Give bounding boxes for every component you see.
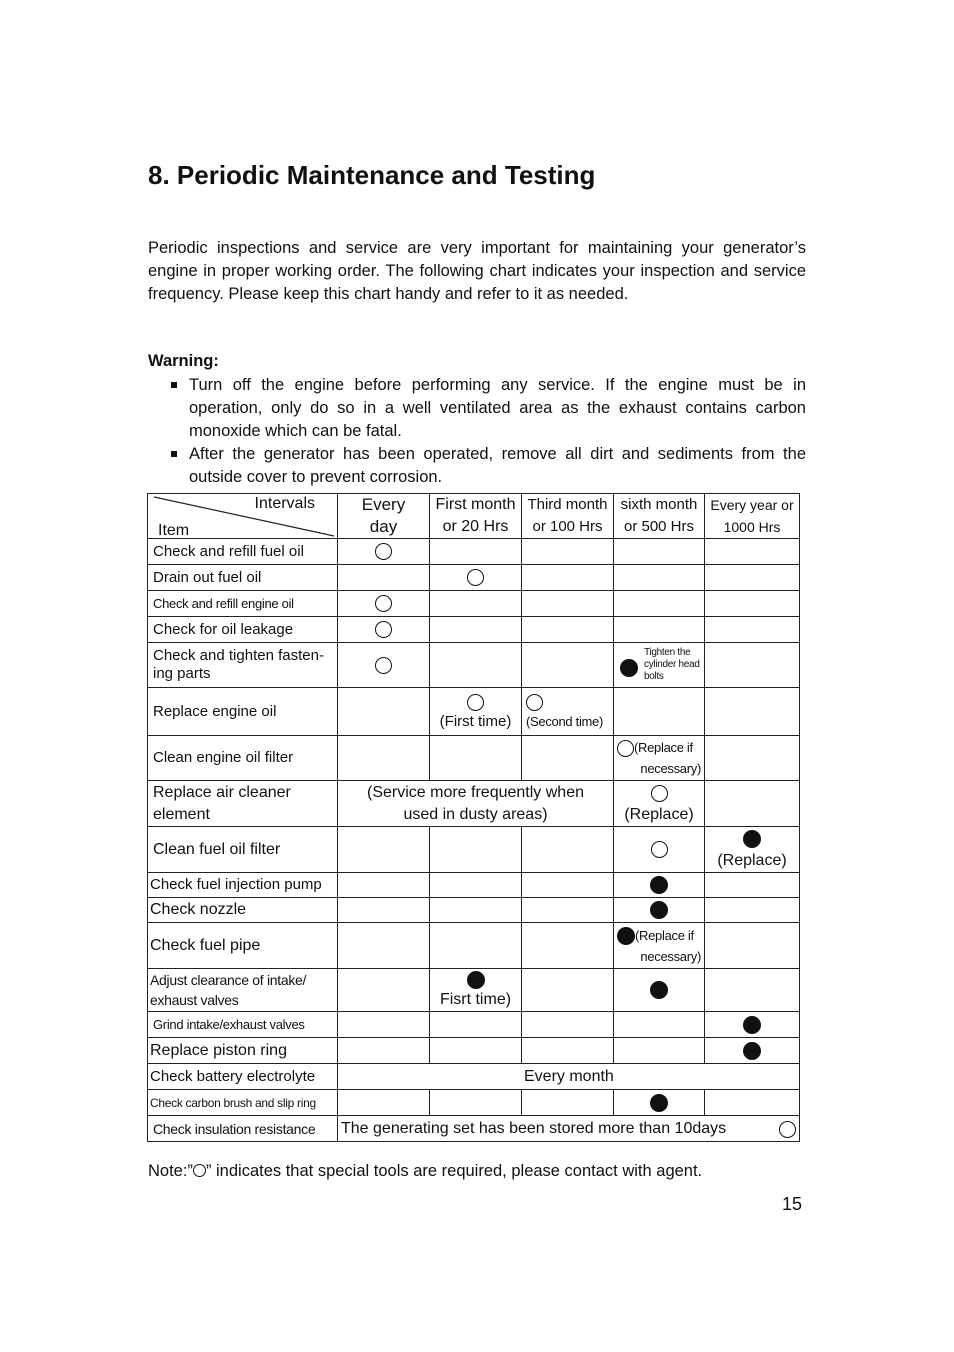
row-item-label: Check fuel pipe (148, 923, 338, 969)
special-tool-circle-icon (526, 694, 543, 711)
table-row: Adjust clearance of intake/ exhaust valves Fisrt time) (148, 969, 800, 1012)
row-item-label: Check carbon brush and slip ring (148, 1090, 338, 1116)
table-row (148, 1038, 800, 1064)
table-row: Replace air cleaner element (Service more frequently when used in dusty areas) (Replace) (148, 781, 800, 827)
header-first-month: First month or 20 Hrs (430, 494, 522, 539)
special-tool-circle-icon (467, 694, 484, 711)
row-item-label: Check and tighten fasten- ing parts (148, 643, 338, 688)
special-tool-circle-icon (467, 569, 484, 586)
every-month-note: Every month (338, 1064, 800, 1090)
table-row (148, 898, 800, 923)
page-title: 8. Periodic Maintenance and Testing (148, 160, 596, 190)
table-row (148, 591, 800, 617)
special-tool-circle-icon (617, 740, 634, 757)
header-item-label: Item (158, 522, 190, 539)
warning-item: Turn off the engine before performing any service. If the engine must be in operation, only do so in a well ventilated area as the exhaust contains carbon monoxide which can be fatal. (148, 374, 806, 443)
dusty-area-note: (Service more frequently when used in dusty areas) (338, 781, 614, 827)
row-item-label: Replace piston ring (148, 1038, 338, 1064)
first-time-note: (First time) (439, 712, 512, 730)
special-tool-circle-icon (375, 657, 392, 674)
warning-item: After the generator has been operated, remove all dirt and sediments from the outside cover to prevent corrosion. (148, 443, 806, 489)
header-every-day: Every day (338, 494, 430, 539)
table-row: Clean engine oil filter (Replace if necessary) (148, 736, 800, 781)
table-row: Clean fuel oil filter (Replace) (148, 827, 800, 873)
service-dot-icon (743, 1016, 761, 1034)
storage-note: The generating set has been stored more than 10days (338, 1116, 800, 1142)
row-item-label: Check and refill engine oil (148, 591, 338, 617)
intro-paragraph: Periodic inspections and service are very important for maintaining your generator’s engine in proper working order. The following chart indicates your inspection and service frequency. Please keep this chart handy and refer to it as needed. (148, 239, 806, 303)
row-item-label: Check nozzle (148, 898, 338, 923)
table-row (148, 688, 800, 736)
table-row (148, 1064, 800, 1090)
row-item-label: Drain out fuel oil (148, 565, 338, 591)
special-tool-circle-icon (651, 785, 668, 802)
special-tool-circle-icon (375, 595, 392, 612)
special-tool-circle-icon (375, 543, 392, 560)
table-row (148, 539, 800, 565)
service-dot-icon (467, 971, 485, 989)
header-third-month: Third month or 100 Hrs (522, 494, 614, 539)
special-tool-circle-icon (651, 841, 668, 858)
maintenance-schedule-table (147, 493, 800, 1142)
row-item-label: Adjust clearance of intake/ exhaust valves (148, 969, 338, 1012)
page-number: 15 (782, 1194, 803, 1214)
service-dot-icon (650, 1094, 668, 1112)
header-sixth-month: sixth month or 500 Hrs (614, 494, 705, 539)
row-item-label: Check and refill fuel oil (148, 539, 338, 565)
service-dot-icon (743, 1042, 761, 1060)
table-header-row (148, 494, 800, 539)
warning-list (148, 374, 806, 489)
special-tool-circle-icon (375, 621, 392, 638)
service-dot-icon (620, 659, 638, 677)
header-every-year: Every year or 1000 Hrs (705, 494, 800, 539)
table-row (148, 643, 800, 688)
service-dot-icon (650, 876, 668, 894)
special-tool-circle-icon (193, 1164, 206, 1177)
table-row (148, 1090, 800, 1116)
table-row (148, 1116, 800, 1142)
service-dot-icon (650, 981, 668, 999)
header-item-intervals-cell (148, 494, 338, 539)
table-row (148, 873, 800, 898)
table-row (148, 617, 800, 643)
row-item-label: Replace engine oil (148, 688, 338, 736)
row-item-label: Check insulation resistance (148, 1116, 338, 1142)
row-item-label: Clean fuel oil filter (148, 827, 338, 873)
header-intervals-label: Intervals (254, 495, 315, 512)
row-item-label: Grind intake/exhaust valves (148, 1012, 338, 1038)
warning-heading: Warning: (148, 352, 219, 370)
table-row: Check fuel pipe (Replace if necessary) (148, 923, 800, 969)
tighten-note: Tighten the cylinder head bolts (644, 646, 700, 682)
second-time-note: (Second time) (526, 713, 604, 729)
row-item-label: Check fuel injection pump (148, 873, 338, 898)
footnote: Note:” ” indicates that special tools are required, please contact with agent. (148, 1162, 703, 1180)
service-dot-icon (743, 830, 761, 848)
row-item-label: Check battery electrolyte (148, 1064, 338, 1090)
row-item-label: Clean engine oil filter (148, 736, 338, 781)
table-row (148, 565, 800, 591)
table-row (148, 1012, 800, 1038)
special-tool-circle-icon (779, 1121, 796, 1138)
service-dot-icon (617, 927, 635, 945)
service-dot-icon (650, 901, 668, 919)
row-item-label: Check for oil leakage (148, 617, 338, 643)
row-item-label: Replace air cleaner element (148, 781, 338, 827)
